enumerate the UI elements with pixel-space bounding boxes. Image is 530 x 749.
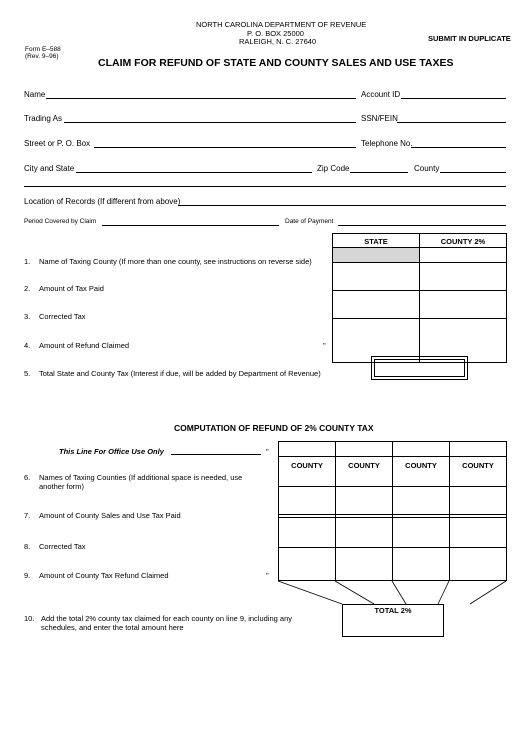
line-9-quote: " xyxy=(266,571,269,580)
account-id-label: Account ID xyxy=(361,90,401,99)
county-label: County xyxy=(414,164,440,173)
table-row-rule xyxy=(278,514,507,515)
county-name-cell[interactable] xyxy=(336,471,392,486)
table-row-rule xyxy=(278,547,507,548)
table-row-rule xyxy=(278,486,507,487)
line-5-text: Total State and County Tax (Interest if due, will be added by Department of Revenue) xyxy=(39,369,321,378)
line-1-text: Name of Taxing County (If more than one county, see instructions on reverse side) xyxy=(39,257,312,266)
line-4-number: 4. xyxy=(24,341,31,350)
county-tax-paid-cell[interactable] xyxy=(420,263,506,290)
line-7-text: Amount of County Sales and Use Tax Paid xyxy=(39,511,181,520)
line-7-number: 7. xyxy=(24,511,31,520)
line-4-text: Amount of Refund Claimed xyxy=(39,341,130,350)
ssn-fein-input[interactable] xyxy=(397,122,506,123)
line-6-text: Names of Taxing Counties (If additional space is needed, use xyxy=(39,473,243,482)
date-payment-input[interactable] xyxy=(338,225,506,226)
office-use-line xyxy=(171,454,261,455)
line-10-text-cont: schedules, and enter the total amount here xyxy=(41,623,184,632)
line-9-number: 9. xyxy=(24,571,31,580)
state-col-header: STATE xyxy=(364,237,388,246)
form-revision: (Rev. 9–96) xyxy=(25,53,59,60)
dept-box: P. O. BOX 25000 xyxy=(247,29,304,38)
total-tax-inner-frame xyxy=(374,359,465,377)
telephone-label: Telephone No. xyxy=(361,139,413,148)
submit-note: SUBMIT IN DUPLICATE xyxy=(428,34,511,43)
line-1-number: 1. xyxy=(24,257,31,266)
line-3-text: Corrected Tax xyxy=(39,312,86,321)
county-corrected-tax-cell[interactable] xyxy=(420,291,506,318)
ssn-fein-label: SSN/FEIN xyxy=(361,114,398,123)
city-state-input[interactable] xyxy=(76,172,312,173)
street-label: Street or P. O. Box xyxy=(24,139,91,148)
county-name-cell[interactable] xyxy=(450,471,506,486)
county-col-header: COUNTY 2% xyxy=(440,237,486,246)
county-col-header-3: COUNTY xyxy=(405,461,437,470)
table-row-rule xyxy=(278,456,507,457)
line-2-number: 2. xyxy=(24,284,31,293)
county-col-header-2: COUNTY xyxy=(348,461,380,470)
state-county-shaded-cell xyxy=(333,248,419,262)
date-payment-label: Date of Payment xyxy=(285,218,334,225)
zip-input[interactable] xyxy=(350,172,408,173)
section-divider xyxy=(24,186,506,187)
period-label: Period Covered by Claim xyxy=(24,218,97,225)
trading-as-label: Trading As xyxy=(24,114,62,123)
line-4-quote: " xyxy=(323,341,326,350)
table-row-rule xyxy=(278,517,507,518)
name-label: Name xyxy=(24,90,46,99)
location-input[interactable] xyxy=(178,205,506,206)
office-use-label: This Line For Office Use Only xyxy=(59,447,164,456)
county-col-header-1: COUNTY xyxy=(291,461,323,470)
dept-name: NORTH CAROLINA DEPARTMENT OF REVENUE xyxy=(196,20,367,29)
name-input[interactable] xyxy=(46,98,356,99)
zip-label: Zip Code xyxy=(317,164,350,173)
line-6-number: 6. xyxy=(24,473,31,482)
office-use-quote: " xyxy=(266,447,269,456)
line-8-text: Corrected Tax xyxy=(39,542,86,551)
period-input[interactable] xyxy=(102,225,279,226)
form-number: Form E–588 xyxy=(25,46,61,53)
account-id-input[interactable] xyxy=(401,98,506,99)
line-6-text-cont: another form) xyxy=(39,482,85,491)
line-10-text: Add the total 2% county tax claimed for each county on line 9, including any xyxy=(41,614,292,623)
city-state-label: City and State xyxy=(24,164,75,173)
street-input[interactable] xyxy=(94,147,356,148)
line-10-number: 10. xyxy=(24,614,35,623)
line-8-number: 8. xyxy=(24,542,31,551)
total-tax-box[interactable] xyxy=(371,356,468,380)
county-name-cell[interactable] xyxy=(393,471,449,486)
total-county-label: TOTAL 2% xyxy=(374,606,412,615)
state-tax-paid-cell[interactable] xyxy=(333,263,419,290)
line-2-text: Amount of Tax Paid xyxy=(39,284,104,293)
county-col-header-4: COUNTY xyxy=(462,461,494,470)
line-5-number: 5. xyxy=(24,369,31,378)
dept-city: RALEIGH, N. C. 27640 xyxy=(239,37,317,46)
computation-title: COMPUTATION OF REFUND OF 2% COUNTY TAX xyxy=(174,423,374,433)
telephone-input[interactable] xyxy=(411,147,506,148)
county-name-cell[interactable] xyxy=(279,471,335,486)
trading-as-input[interactable] xyxy=(64,122,356,123)
line-3-number: 3. xyxy=(24,312,31,321)
location-label: Location of Records (If different from above) xyxy=(24,197,181,206)
line-9-text: Amount of County Tax Refund Claimed xyxy=(39,571,169,580)
state-corrected-tax-cell[interactable] xyxy=(333,291,419,318)
county-input[interactable] xyxy=(440,172,506,173)
page-title: CLAIM FOR REFUND OF STATE AND COUNTY SALES AND USE TAXES xyxy=(98,57,454,69)
